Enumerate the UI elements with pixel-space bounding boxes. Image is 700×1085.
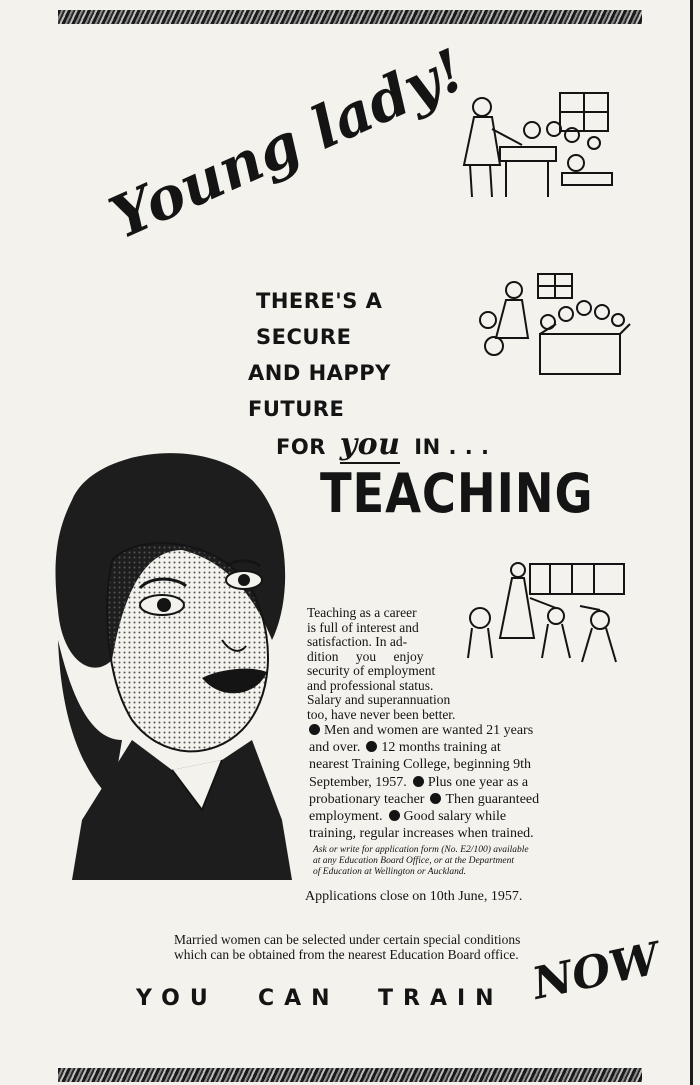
points-line: Plus one year as a <box>427 774 529 790</box>
headline-line-2: AND HAPPY FUTURE <box>248 361 391 421</box>
bullet-icon <box>430 793 441 804</box>
children-dancing-illustration <box>460 558 630 673</box>
bullet-icon <box>389 810 400 821</box>
footer-you: YOU <box>136 986 218 1011</box>
points-line: training, regular increases when trained. <box>309 826 534 842</box>
married-note-line: Married women can be selected under certain special conditions <box>174 932 521 947</box>
application-instructions <box>313 845 583 878</box>
points-line: 12 months training at <box>381 740 501 756</box>
headline-line-1: THERE'S A SECURE <box>256 289 383 349</box>
title-teaching: TEACHING <box>320 462 594 525</box>
requirements-paragraph <box>309 722 584 842</box>
intro-line: Teaching as a career <box>307 605 417 620</box>
bullet-icon <box>366 741 377 752</box>
woman-portrait-illustration <box>52 440 300 880</box>
headline-for: FOR <box>276 435 326 459</box>
points-line: Men and women are wanted 21 years <box>324 723 534 738</box>
intro-line: and professional status. <box>307 677 434 693</box>
headline-block <box>248 283 490 465</box>
bullet-icon <box>309 724 320 735</box>
points-line: and over. <box>309 740 361 756</box>
headline-in: IN . . . <box>414 435 490 459</box>
headline-you-script: you <box>339 427 401 462</box>
intro-line: satisfaction. In ad- <box>307 634 408 649</box>
intro-paragraph <box>307 606 482 722</box>
headline-line-3 <box>276 427 490 465</box>
classroom-illustration-top <box>450 85 620 215</box>
ask-line: Ask or write for application form (No. E2/100) available <box>313 845 529 855</box>
points-line: Then guaranteed <box>445 791 540 807</box>
points-line: September, 1957. <box>309 774 407 790</box>
intro-line: too, have never been better. <box>307 706 456 722</box>
footer-now-script: NOW <box>528 933 664 1010</box>
bullet-icon <box>413 776 424 787</box>
ask-line: of Education at Wellington or Auckland. <box>313 867 467 877</box>
applications-close: Applications close on 10th June, 1957. <box>305 889 523 904</box>
intro-line: Salary and superannuation <box>307 692 451 707</box>
bottom-decorative-border <box>58 1068 642 1082</box>
points-line: nearest Training College, beginning 9th <box>309 757 532 773</box>
points-line: employment. <box>309 809 383 825</box>
footer-train: TRAIN <box>378 986 504 1011</box>
footer-can: CAN <box>258 986 340 1011</box>
married-note-line: which can be obtained from the nearest Education Board office. <box>174 947 519 962</box>
intro-line: dition you enjoy <box>307 648 424 664</box>
points-line: probationary teacher <box>309 791 425 807</box>
page-edge-line <box>690 0 693 1085</box>
top-decorative-border <box>58 10 642 24</box>
intro-line: security of employment <box>307 663 436 678</box>
ask-line: at any Education Board Office, or at the Department <box>313 856 514 866</box>
intro-line: is full of interest and <box>307 619 419 635</box>
script-heading: Young lady! <box>100 35 475 253</box>
classroom-illustration-middle <box>470 268 635 388</box>
points-line: Good salary while <box>403 809 507 825</box>
married-women-note <box>174 932 520 962</box>
